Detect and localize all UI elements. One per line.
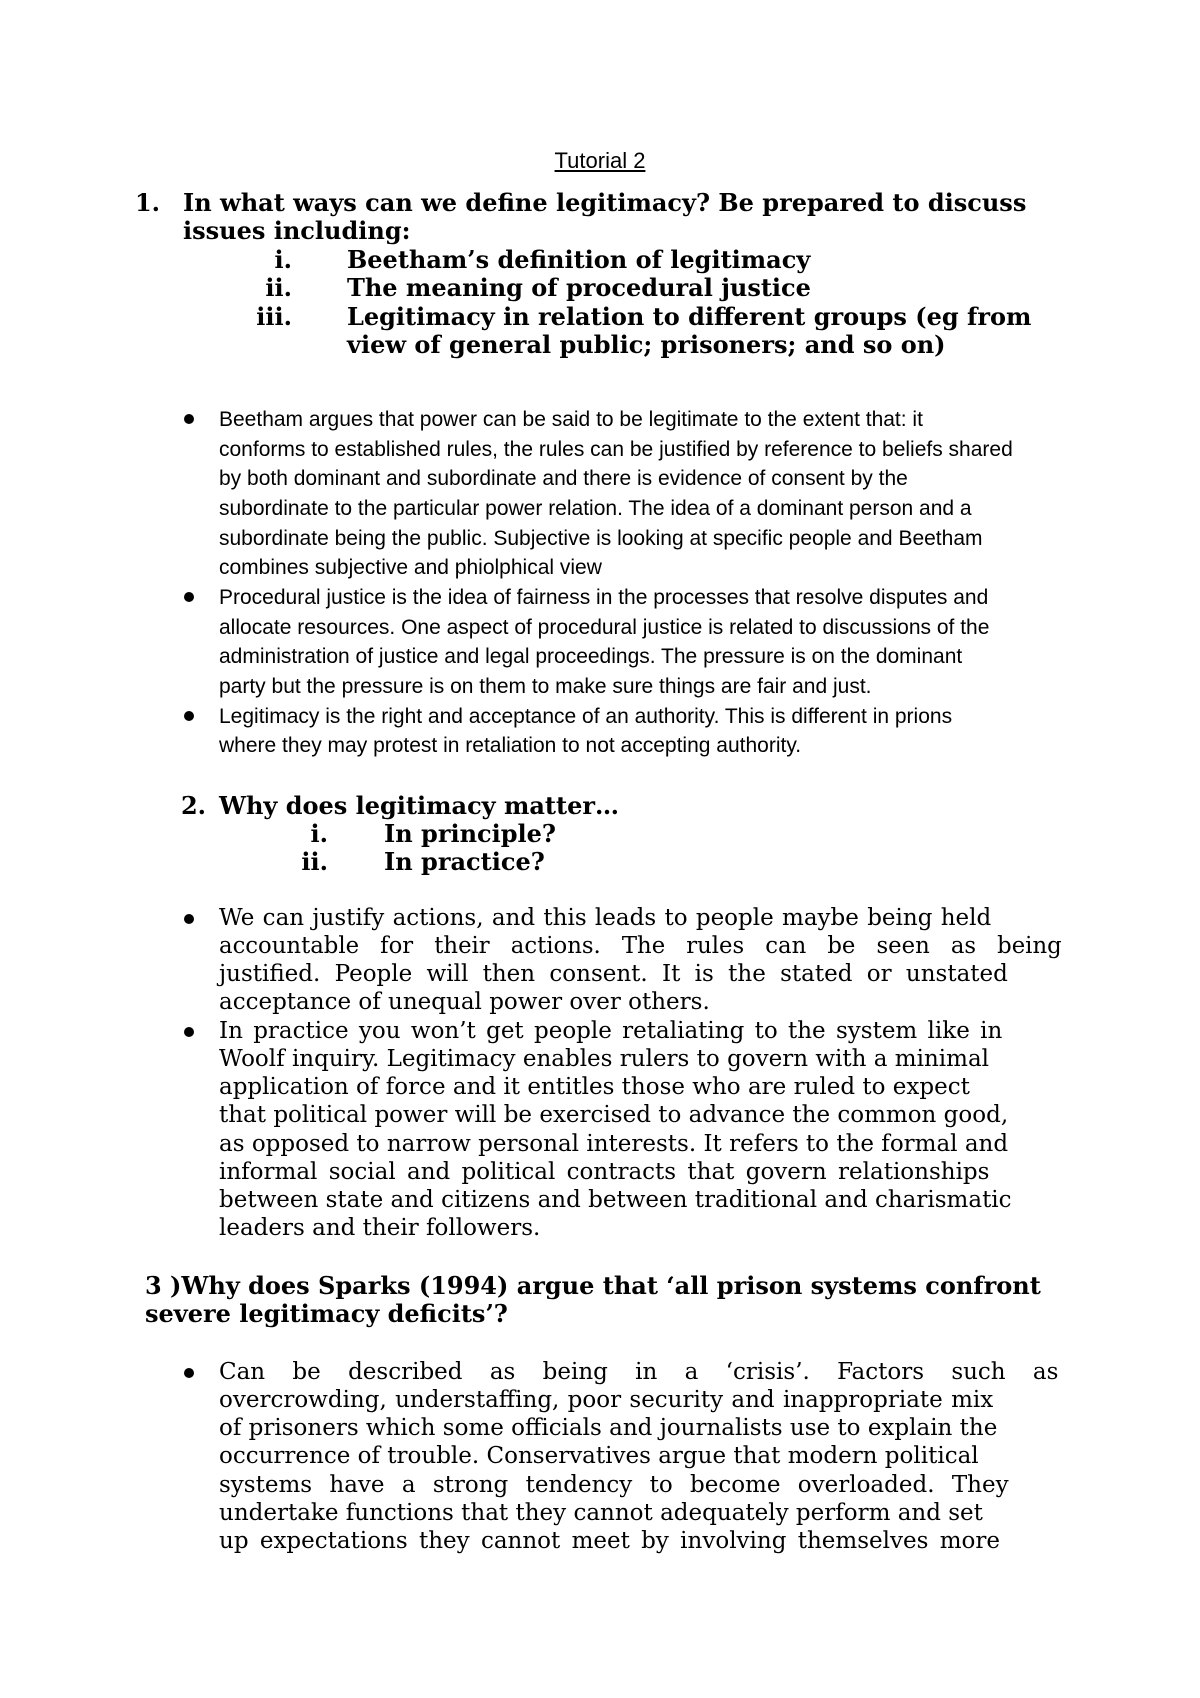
answer-line: subordinate being the public. Subjective is looking at specific people and Beetham	[219, 527, 983, 550]
answer-line: of prisoners which some officials and journalists use to explain the	[219, 1415, 998, 1441]
answer-line: that political power will be exercised to advance the common good,	[219, 1102, 1009, 1128]
page-title: Tutorial 2	[554, 148, 646, 173]
bullet-icon	[184, 592, 194, 602]
question-text-line: In what ways can we define legitimacy? Be prepared to discuss	[183, 188, 1027, 217]
answer-line: as opposed to narrow personal interests. It refers to the formal and	[219, 1131, 1009, 1157]
sub-item-number: iii.	[256, 302, 292, 331]
answer-line: party but the pressure is on them to make sure things are fair and just.	[219, 675, 872, 698]
sub-item-text: Beetham’s definition of legitimacy	[347, 245, 811, 274]
answer-line: where they may protest in retaliation to not accepting authority.	[219, 734, 802, 757]
answer-line: Procedural justice is the idea of fairness in the processes that resolve disputes and	[219, 586, 989, 609]
question-text-line: severe legitimacy deficits’?	[145, 1299, 508, 1328]
answer-line: informal social and political contracts that govern relationships	[219, 1159, 990, 1185]
answer-line: We can justify actions, and this leads to people maybe being held	[219, 905, 992, 931]
sub-item-text: In principle?	[384, 819, 556, 848]
answer-line: undertake functions that they cannot adequately perform and set	[219, 1500, 983, 1526]
question-text: Why does legitimacy matter…	[219, 791, 620, 820]
question-number: 1.	[134, 188, 160, 217]
sub-item-text: The meaning of procedural justice	[347, 273, 811, 302]
answer-line: Legitimacy is the right and acceptance of an authority. This is different in prions	[219, 705, 953, 728]
answer-line: combines subjective and phiolphical view	[219, 556, 602, 579]
answer-line: occurrence of trouble. Conservatives argue that modern political	[219, 1443, 979, 1469]
question-text-line: 3 )Why does Sparks (1994) argue that ‘all prison systems confront	[145, 1271, 1041, 1300]
answer-line: overcrowding, understaffing, poor security and inappropriate mix	[219, 1387, 994, 1413]
sub-item-number: ii.	[301, 847, 328, 876]
sub-item-text: view of general public; prisoners; and so on)	[347, 330, 946, 359]
answer-line: conforms to established rules, the rules can be justified by reference to beliefs shared	[219, 438, 1013, 461]
answer-line: subordinate to the particular power relation. The idea of a dominant person and a	[219, 497, 972, 520]
answer-line: up expectations they cannot meet by involving themselves more	[219, 1528, 1000, 1554]
bullet-icon	[184, 1027, 194, 1037]
answer-line: between state and citizens and between traditional and charismatic	[219, 1187, 1012, 1213]
sub-item-number: i.	[274, 245, 292, 274]
answer-line: systems have a strong tendency to become overloaded. They	[219, 1472, 1009, 1498]
answer-line: In practice you won’t get people retaliating to the system like in	[219, 1018, 1003, 1044]
bullet-icon	[184, 711, 194, 721]
answer-line: justified. People will then consent. It is the stated or unstated	[219, 961, 1008, 987]
answer-line: leaders and their followers.	[219, 1215, 541, 1241]
answer-line: accountable for their actions. The rules can be seen as being	[219, 933, 1062, 959]
sub-item-text: Legitimacy in relation to different groups (eg from	[347, 302, 1032, 331]
answer-line: Beetham argues that power can be said to be legitimate to the extent that: it	[219, 408, 923, 431]
bullet-icon	[184, 414, 194, 424]
answer-line: Woolf inquiry. Legitimacy enables rulers to govern with a minimal	[219, 1046, 990, 1072]
bullet-icon	[184, 1368, 194, 1378]
answer-line: allocate resources. One aspect of procedural justice is related to discussions of the	[219, 616, 990, 639]
question-number: 2.	[180, 791, 206, 820]
sub-item-number: i.	[310, 819, 328, 848]
sub-item-number: ii.	[265, 273, 292, 302]
answer-line: acceptance of unequal power over others.	[219, 989, 710, 1015]
question-text-line: issues including:	[183, 216, 411, 245]
bullet-icon	[184, 914, 194, 924]
answer-line: application of force and it entitles those who are ruled to expect	[219, 1074, 970, 1100]
answer-line: Can be described as being in a ‘crisis’. Factors such as	[219, 1359, 1059, 1385]
answer-line: by both dominant and subordinate and there is evidence of consent by the	[219, 467, 908, 490]
sub-item-text: In practice?	[384, 847, 545, 876]
answer-line: administration of justice and legal proceedings. The pressure is on the dominant	[219, 645, 963, 668]
